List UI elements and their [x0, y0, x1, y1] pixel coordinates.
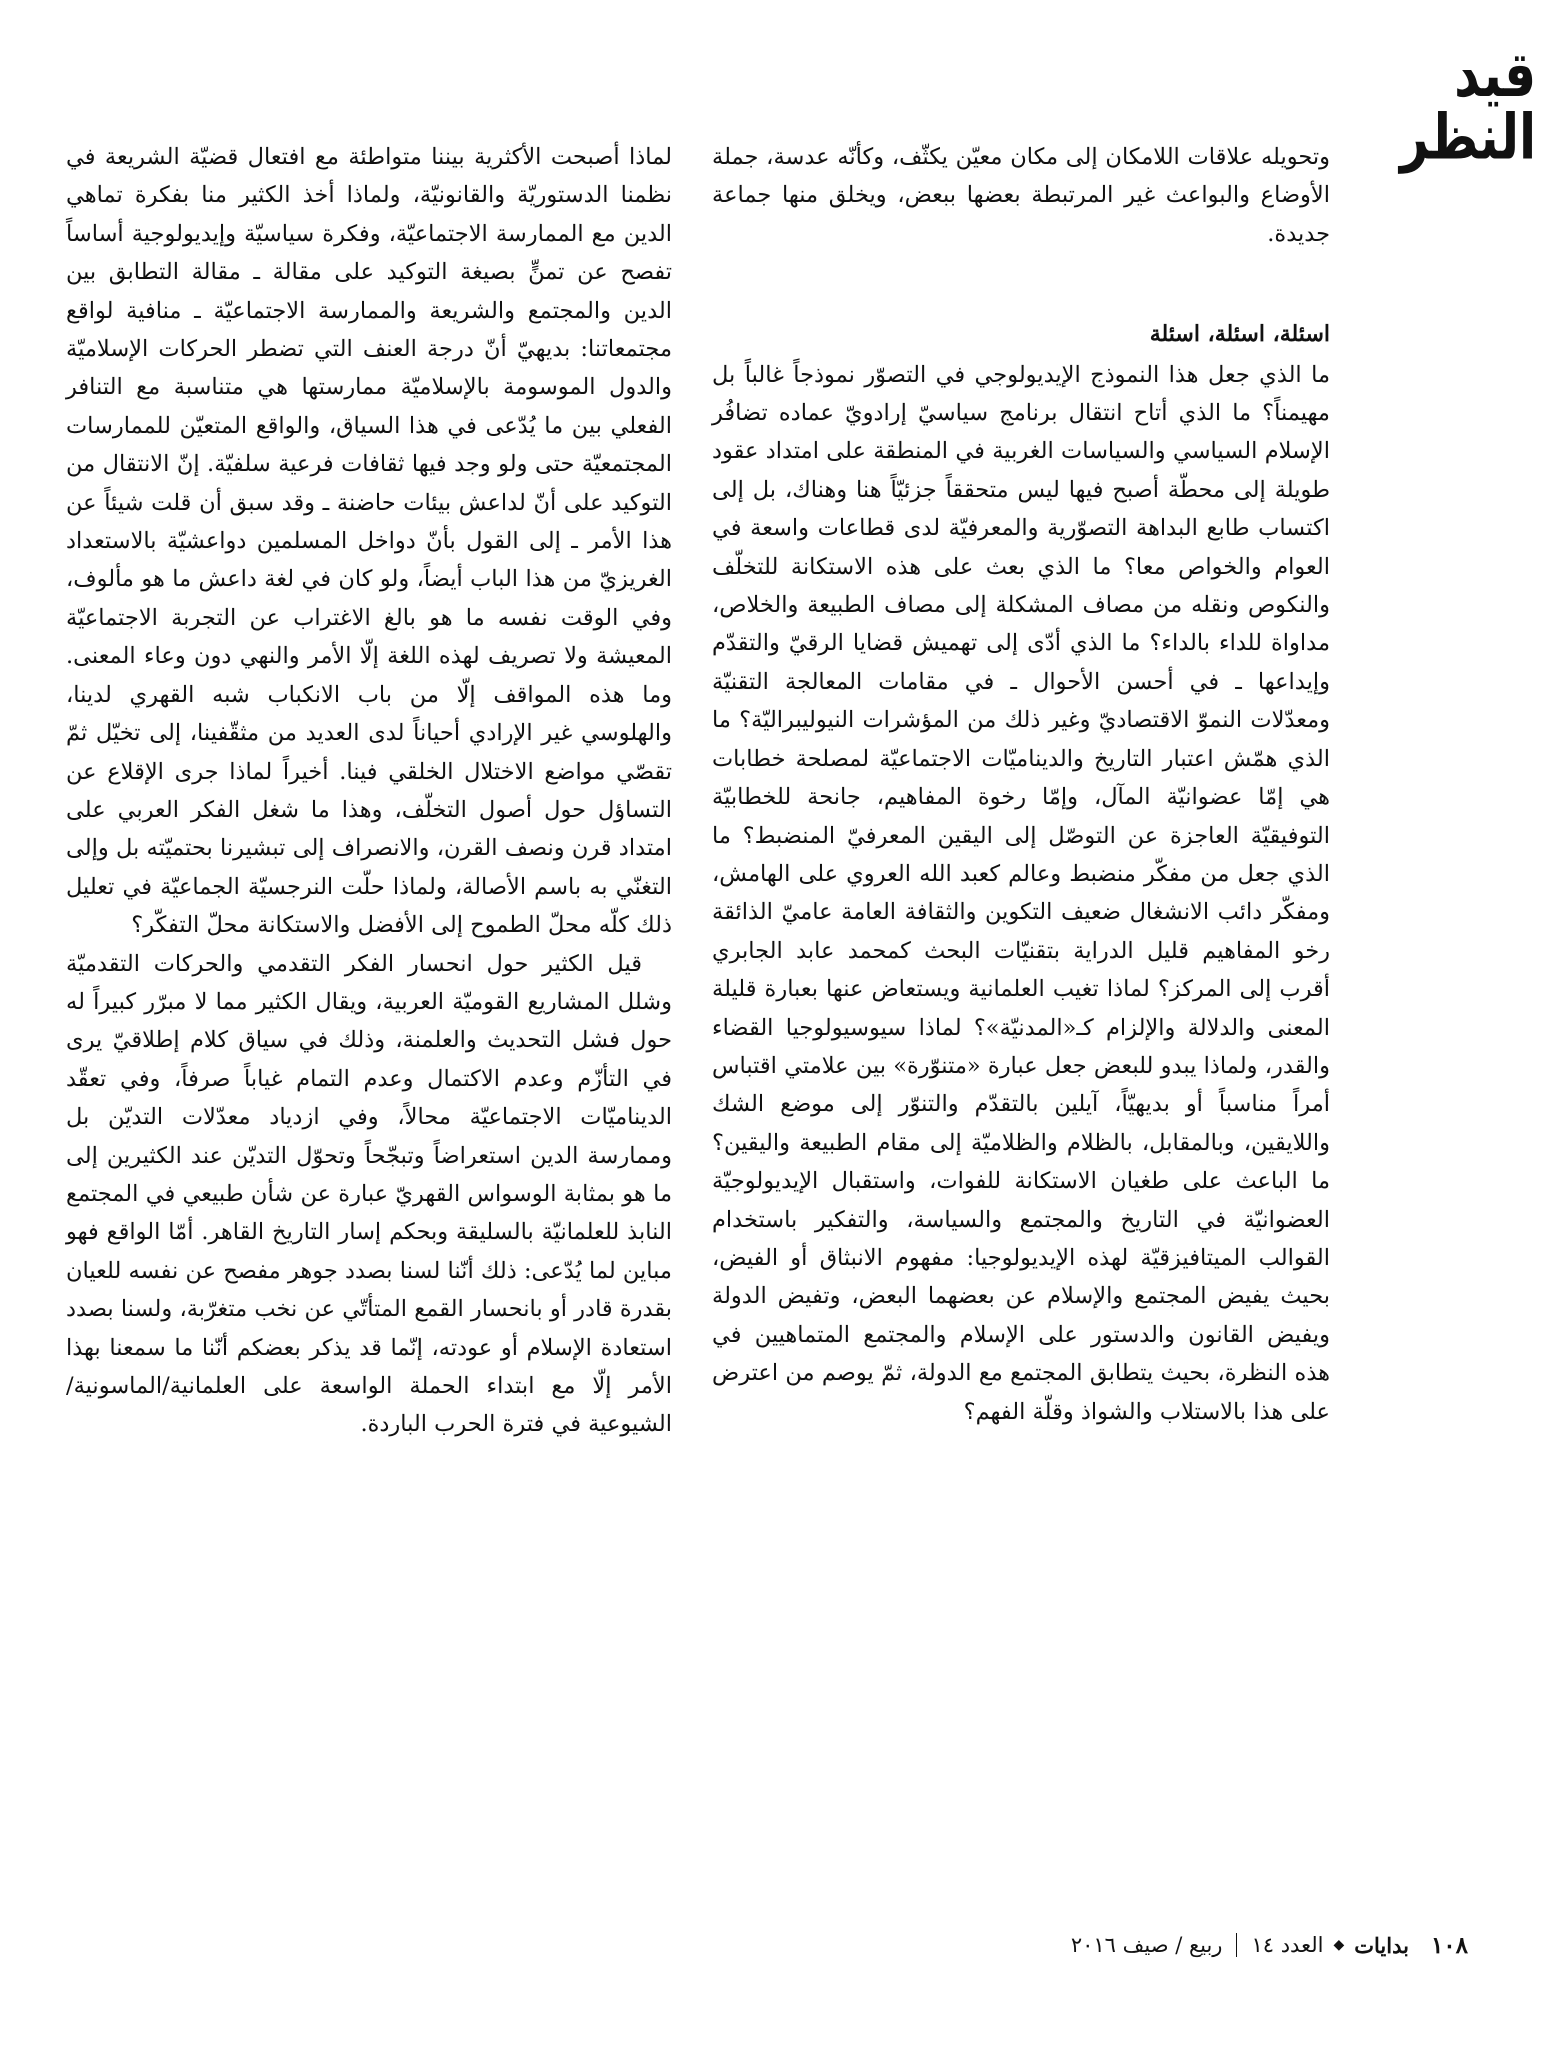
footer-divider [1236, 1933, 1237, 1957]
section-spacer [712, 253, 1330, 315]
issue-season: ربيع / صيف ٢٠١٦ [1070, 1933, 1223, 1957]
issue-number: العدد ١٤ [1251, 1933, 1324, 1957]
left-column [66, 138, 672, 1444]
diamond-icon: ◆ [1333, 1937, 1345, 1953]
logo-text: قيد النظر [1400, 38, 1537, 174]
journal-name: بدايات [1354, 1932, 1409, 1958]
opening-paragraph: وتحويله علاقات اللامكان إلى مكان معيّن يكثّف، وكأنّه عدسة، جملة الأوضاع والبواعث غير المرتبطة بعضها ببعض، ويخلق منها جماعة جديدة. [712, 144, 1330, 247]
section-heading: اسئلة، اسئلة، اسئلة [1149, 321, 1330, 348]
right-column [712, 138, 1330, 1431]
questions-paragraph: ما الذي جعل هذا النموذج الإيديولوجي في التصوّر نموذجاً غالباً بل مهيمناً؟ ما الذي أتاح انتقال برنامج سياسيّ إرادويّ عماده تضافُر الإسلام السياسي والسياسات الغربية في المنطقة على امتداد عقود طويلة إلى محطّة أصبح فيها ليس متحققاً جزئيّاً هنا وهناك، بل إلى اكتساب طابع البداهة التصوّرية والمعرفيّة لدى قطاعات واسعة في العوام والخواص معا؟ ما الذي بعث على هذه الاستكانة للتخلّف والنكوص ونقله من مصاف المشكلة إلى مصاف الطبيعة والخلاص، مداواة للداء بالداء؟ ما الذي أدّى إلى تهميش قضايا الرقيّ والتقدّم وإيداعها ـ في أحسن الأحوال ـ في مقامات المعالجة التقنيّة ومعدّلات النموّ الاقتصاديّ وغير ذلك من المؤشرات النيوليبراليّة؟ ما الذي همّش اعتبار التاريخ والديناميّات الاجتماعيّة لمصلحة خطابات هي إمّا عضوانيّة المآل، وإمّا رخوة المفاهيم، جانحة للخطابيّة التوفيقيّة العاجزة عن التوصّل إلى اليقين المعرفيّ المنضبط؟ ما الذي جعل من مفكّر منضبط وعالم كعبد الله العروي على الهامش، ومفكّر دائب الانشغال ضعيف التكوين والثقافة العامة عاميّ الذائقة رخو المفاهيم قليل الدراية بتقنيّات البحث كمحمد عابد الجابري أقرب إلى المركز؟ لماذا تغيب العلمانية ويستعاض عنها بعبارة قليلة المعنى والدلالة والإلزام كـ«المدنيّة»؟ لماذا سيوسيولوجيا القضاء والقدر، ولماذا يبدو للبعض جعل عبارة «متنوّرة» بين علامتي اقتباس أمراً مناسباً أو بديهيّاً، آيلين بالتقدّم والتنوّر إلى موضع الشك واللايقين، وبالمقابل، بالظلام والظلاميّة إلى مقام الطبيعة واليقين؟ ما الباعث على طغيان الاستكانة للفوات، واستقبال الإيديولوجيّة العضوانيّة في التاريخ والمجتمع والسياسة، والتفكير باستخدام القوالب الميتافيزقيّة لهذه الإيديولوجيا: مفهوم الانبثاق أو الفيض، بحيث يفيض المجتمع والإسلام عن بعضهما البعض، وتفيض الدولة ويفيض القانون والدستور على الإسلام والمجتمع المتماهيين في هذه النظرة، بحيث يتطابق المجتمع مع الدولة، ثمّ يوصم من اعترض على هذا بالاستلاب والشواذ وقلّة الفهم؟ [712, 361, 1330, 1425]
left-paragraph-2: قيل الكثير حول انحسار الفكر التقدمي والحركات التقدميّة وشلل المشاريع القوميّة العربية، ويقال الكثير مما لا مبرّر كبيراً له حول فشل التحديث والعلمنة، وذلك في سياق كلام إطلاقيّ يرى في التأزّم وعدم الاكتمال وعدم التمام غياباً صرفاً، وفي تعقّد الديناميّات الاجتماعيّة محالاً، وفي ازدياد معدّلات التديّن بل وممارسة الدين استعراضاً وتبجّحاً وتحوّل التديّن عند الكثيرين إلى ما هو بمثابة الوسواس القهريّ عبارة عن شأن طبيعي في المجتمع النابذ للعلمانيّة بالسليقة وبحكم إسار التاريخ القاهر. أمّا الواقع فهو مباين لما يُدّعى: ذلك أنّنا لسنا بصدد جوهر مفصح عن نفسه للعيان بقدرة قادر أو بانحسار القمع المتأتّي عن نخب متغرّبة، ولسنا بصدد استعادة الإسلام أو عودته، إنّما قد يذكر بعضكم أنّنا ما سمعنا بهذا الأمر إلّا مع ابتداء الحملة الواسعة على العلمانية/الماسونية/الشيوعية في فترة الحرب الباردة. [66, 950, 672, 1438]
page-number: ١٠٨ [1430, 1931, 1468, 1959]
section-logo [1400, 38, 1537, 174]
left-paragraph-1: لماذا أصبحت الأكثرية بيننا متواطئة مع افتعال قضيّة الشريعة في نظمنا الدستوريّة والقانونيّة، ولماذا أخذ الكثير منا بفكرة تماهي الدين مع الممارسة الاجتماعيّة، وفكرة سياسيّة وإيديولوجية أساساً تفصح عن تمنٍّ بصيغة التوكيد على مقالة ـ مقالة التطابق بين الدين والمجتمع والشريعة والممارسة الاجتماعيّة ـ منافية لواقع مجتمعاتنا: بديهيّ أنّ درجة العنف التي تضطر الحركات الإسلاميّة والدول الموسومة بالإسلاميّة ممارستها هي متناسبة مع التنافر الفعلي بين ما يُدّعى في هذا السياق، والواقع المتعيّن للممارسات المجتمعيّة حتى ولو وجد فيها ثقافات فرعية سلفيّة. إنّ الانتقال من التوكيد على أنّ لداعش بيئات حاضنة ـ وقد سبق أن قلت شيئاً عن هذا الأمر ـ إلى القول بأنّ دواخل المسلمين دواعشيّة بالاستعداد الغريزيّ من هذا الباب أيضاً، ولو كان في لغة داعش ما هو مألوف، وفي الوقت نفسه ما هو بالغ الاغتراب عن التجربة الاجتماعيّة المعيشة ولا تصريف لهذه اللغة إلّا الأمر والنهي دون وعاء المعنى. وما هذه المواقف إلّا من باب الانكباب شبه القهري لدينا، والهلوسي غير الإرادي أحياناً لدى العديد من مثقّفينا، إلى تخيّل ثمّ تقصّي مواضع الاختلال الخلقي فينا. أخيراً لماذا جرى الإقلاع عن التساؤل حول أصول التخلّف، وهذا ما شغل الفكر العربي على امتداد قرن ونصف القرن، والانصراف إلى تبشيرنا بحتميّته بل وإلى التغنّي به باسم الأصالة، ولماذا حلّت النرجسيّة الجماعيّة في تعليل ذلك كلّه محلّ الطموح إلى الأفضل والاستكانة محلّ التفكّر؟ [66, 144, 672, 939]
page-footer [1071, 1930, 1468, 1960]
